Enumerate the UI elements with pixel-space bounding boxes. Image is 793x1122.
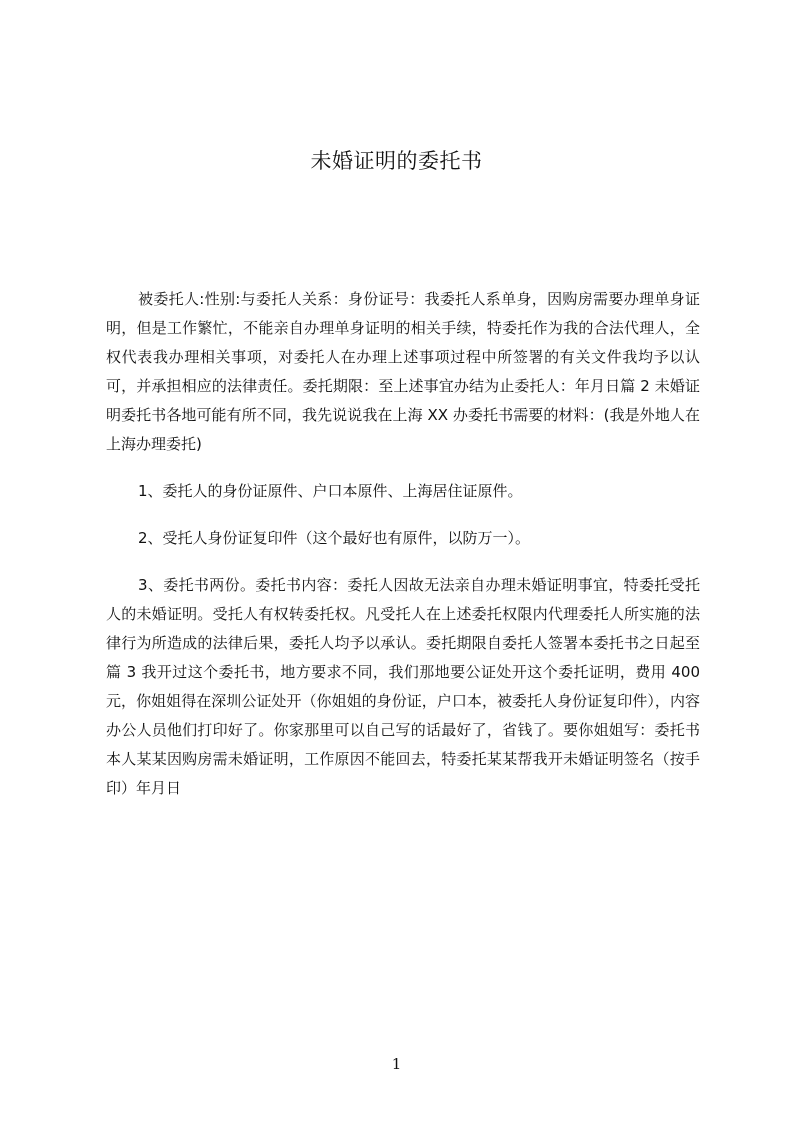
document-body: [106, 285, 700, 803]
paragraph-item-2: 2、受托人身份证复印件（这个最好也有原件，以防万一）。: [138, 529, 531, 547]
document-title: 未婚证明的委托书: [310, 149, 483, 173]
paragraph-item-3: 3、委托书两份。委托书内容：委托人因故无法亲自办理未婚证明事宜，特委托受托人的未婚证明。受托人有权转委托权。凡受托人在上述委托权限内代理委托人所实施的法律行为所造成的法律后果，委托人均予以承认。委托期限自委托人签署本委托书之日起至篇 3 我开过这个委托书，地方要求不同，我们那地要公证处开这个委托证明，费用 400 元，你姐姐得在深圳公证处开（你姐姐的身份证，户口本，被委托人身份证复印件），内容办公人员他们打印好了。你家那里可以自己写的话最好了，省钱了。要你姐姐写：委托书本人某某因购房需未婚证明，工作原因不能回去，特委托某某帮我开未婚证明签名（按手印）年月日: [106, 576, 700, 797]
page-number: 1: [391, 1055, 402, 1073]
paragraph-intro: 被委托人:性别:与委托人关系：身份证号：我委托人系单身，因购房需要办理单身证明，但是工作繁忙，不能亲自办理单身证明的相关手续，特委托作为我的合法代理人，全权代表我办理相关事项，对委托人在办理上述事项过程中所签署的有关文件我均予以认可，并承担相应的法律责任。委托期限：至上述事宜办结为止委托人：年月日篇 2 未婚证明委托书各地可能有所不同，我先说说我在上海 XX 办委托书需要的材料：(我是外地人在上海办理委托): [106, 290, 700, 453]
paragraph-item-1: 1、委托人的身份证原件、户口本原件、上海居住证原件。: [138, 482, 523, 500]
